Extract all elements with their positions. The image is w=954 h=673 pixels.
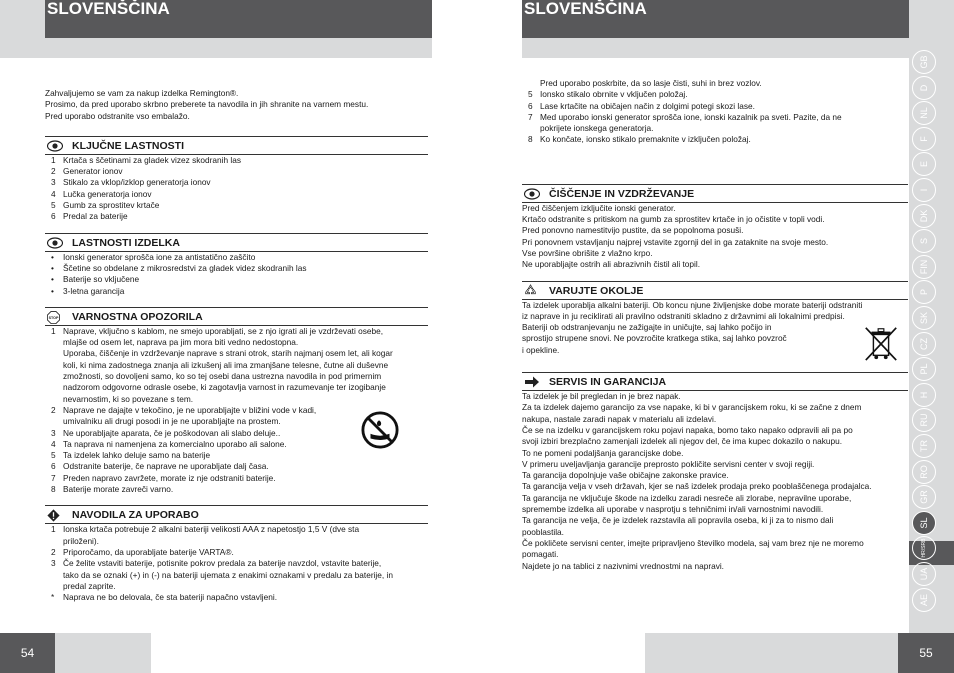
language-tab-ua[interactable]: UA: [912, 562, 936, 586]
item-text: mlajše od osem let, naprava pa jim mora biti vedno nedostopna.: [63, 337, 299, 348]
item-text: Priporočamo, da uporabljate baterije VARTA®.: [63, 546, 234, 557]
list-item: [45, 536, 428, 547]
list-item: [45, 360, 428, 371]
item-marker: 6: [528, 100, 533, 111]
item-marker: *: [51, 592, 55, 603]
list-item: [522, 123, 908, 134]
item-text: Če želite vstaviti baterije, potisnite pokrov predala za baterije navzdol, vstavite baterije,: [63, 558, 382, 569]
text-line: Krtačo odstranite s pritiskom na gumb za sprostitev krtače in jo očistite v topli vodi.: [522, 214, 825, 225]
language-tab-dk[interactable]: DK: [912, 204, 936, 228]
item-marker: 1: [51, 325, 56, 336]
language-tab-gb[interactable]: GB: [912, 50, 936, 74]
list-item: [45, 450, 428, 461]
item-text: Med uporabo ionski generator sprošča ione, ionski kazalnik pa sveti. Pazite, da ne: [540, 111, 842, 122]
svg-text:STOP: STOP: [48, 315, 59, 320]
item-marker: 5: [528, 89, 533, 100]
intro-line: Zahvaljujemo se vam za nakup izdelka Remington®.: [45, 88, 239, 98]
item-marker: 7: [51, 472, 56, 483]
list-item: [45, 394, 428, 405]
item-text: Naprave, vključno s kablom, ne smejo uporabljati, se z njo igrati ali je vzdrževati osebe,: [63, 325, 384, 336]
item-text: Naprave ne dajajte v tekočino, je ne uporabljajte v bližini vode v kadi,: [63, 404, 317, 415]
item-text: umivalniku ali drugi posodi in je ne uporabljajte na prostem.: [63, 416, 281, 427]
text-line: Če pokličete servisni center, imejte pripravljeno številko modela, saj vam brez nje ne moremo: [522, 537, 864, 548]
item-text: Naprava ne bo delovala, če sta bateriji napačno vstavljeni.: [63, 592, 278, 603]
list-item: [45, 547, 428, 558]
list-item: [522, 101, 908, 112]
text-line: Če se na izdelku v garancijskem roku pojavi napaka, bomo tako napako odpravili ali pa po: [522, 424, 853, 435]
item-marker: 6: [51, 461, 56, 472]
text-line: pomagati.: [522, 549, 559, 560]
text-line: svoji izbiri brezplačno zamenjali izdelek ali njegov del, če ima kupec dokazilo o nakupu.: [522, 436, 843, 447]
item-marker: 5: [51, 450, 56, 461]
list-item: [45, 581, 428, 592]
text-line: Pred čiščenjem izključite ionski generator.: [522, 202, 676, 213]
cleaning-heading: ČIŠČENJE IN VZDRŽEVANJE: [522, 184, 908, 201]
language-tab-hr-srb[interactable]: HR/SRB: [912, 536, 936, 560]
recycle-icon: [524, 284, 537, 297]
item-text: predal zaprite.: [63, 580, 116, 591]
language-tab-i[interactable]: I: [912, 178, 936, 202]
list-item: [522, 89, 908, 100]
item-text: priloženi).: [63, 535, 99, 546]
list-item: [45, 252, 428, 263]
right-page-number: 55: [898, 633, 954, 673]
text-line: Pred ponovno namestitvijo pustite, da se popolnoma posuši.: [522, 225, 744, 236]
item-marker: 3: [51, 558, 56, 569]
warranty-text: [522, 390, 908, 572]
item-text: Odstranite baterije, če naprave ne uporabljate dalj časa.: [63, 461, 269, 472]
text-line: i opekline.: [522, 344, 560, 355]
eye-icon: [47, 237, 63, 249]
text-line: iz naprave in ju reciklirati ali pravilno odstraniti skladno z državnimi ali lokalnimi predpisi.: [522, 310, 845, 321]
text-line: Ta izdelek uporablja alkalni bateriji. Ob koncu njune življenjske dobe morate bateriji odstraniti: [522, 299, 863, 310]
language-tab-d[interactable]: D: [912, 76, 936, 100]
language-tab-e[interactable]: E: [912, 152, 936, 176]
stop-sign-icon: [47, 311, 60, 324]
list-item: [45, 286, 428, 297]
list-item: [45, 348, 428, 359]
language-tab-ru[interactable]: RU: [912, 408, 936, 432]
item-text: Pred uporabo poskrbite, da so lasje čisti, suhi in brez vozlov.: [540, 78, 762, 88]
item-text: pokrijete ionskega generatorja.: [540, 123, 654, 134]
item-text: Krtača s ščetinami za gladek vizez skodranih las: [63, 154, 242, 165]
left-page-number: 54: [0, 633, 55, 673]
item-marker: •: [51, 285, 54, 296]
item-text: Generator ionov: [63, 166, 123, 177]
product-features-list: [45, 251, 428, 297]
instructions-list: [45, 523, 428, 603]
list-item: [522, 112, 908, 123]
text-line: Ta garancija velja v vseh državah, kjer se naš izdelek prodaja preko pooblaščenega prodajalca.: [522, 481, 872, 492]
text-line: To ne pomeni podaljšanja garancijske dobe.: [522, 447, 684, 458]
language-tab-ae[interactable]: AE: [912, 588, 936, 612]
item-text: Ščetine so obdelane z mikrosredstvi za gladek videz skodranih las: [63, 262, 307, 273]
language-tab-p[interactable]: P: [912, 280, 936, 304]
item-text: nadzorom odgovorne odrasle osebe, ki zagotavlja varnost in razumevanje ter izogibanje: [63, 382, 386, 393]
item-marker: 4: [51, 438, 56, 449]
item-marker: 2: [51, 546, 56, 557]
item-text: koli, ki nima zadostnega znanja ali izkušenj ali ima zmanjšane telesne, čutne ali duševne: [63, 359, 389, 370]
list-item: [45, 337, 428, 348]
list-item: [45, 263, 428, 274]
list-item: [522, 78, 908, 89]
environment-text: [522, 299, 908, 356]
text-line: Ta izdelek je bil pregledan in je brez napak.: [522, 391, 681, 402]
item-text: Ionsko stikalo obrnite v vključen položaj.: [540, 89, 688, 100]
list-item: [45, 326, 428, 337]
item-marker: 8: [51, 484, 56, 495]
item-text: Ko končate, ionsko stikalo premaknite v izključen položaj.: [540, 134, 751, 145]
left-page-header: SLOVENŠČINA: [45, 0, 432, 38]
item-marker: 5: [51, 200, 56, 211]
right-footer-band: [645, 633, 898, 673]
item-text: tako da se oznaki (+) in (-) na bateriji ujemata z enakimi oznakami v predalu za baterije, in: [63, 569, 393, 580]
instructions-heading: NAVODILA ZA UPORABO: [45, 505, 428, 522]
text-line: Pri ponovnem vstavljanju najprej vstavite zgornji del in ga zataknite na svoje mesto.: [522, 236, 829, 247]
list-item: [45, 211, 428, 222]
language-tab-s[interactable]: S: [912, 229, 936, 253]
language-tab-sk[interactable]: SK: [912, 306, 936, 330]
language-tab-nl[interactable]: NL: [912, 101, 936, 125]
intro-line: Pred uporabo odstranite vso embalažo.: [45, 110, 190, 121]
no-water-bath-icon: [361, 411, 399, 449]
text-line: V primeru uveljavljanja garancije preprosto pokličite servisni center v svoji regiji.: [522, 458, 815, 469]
item-marker: •: [51, 274, 54, 285]
item-marker: •: [51, 262, 54, 273]
item-marker: 6: [51, 211, 56, 222]
item-marker: 7: [528, 111, 533, 122]
intro-line: Prosimo, da pred uporabo skrbno preberete ta navodila in jih shranite na varnem mestu.: [45, 99, 369, 110]
key-features-list: [45, 154, 428, 223]
item-text: Baterije morate zavreči varno.: [63, 484, 174, 495]
text-line: Bateriji ob odstranjevanju ne zažigajte in uničujte, saj lahko počijo in: [522, 322, 772, 333]
product-features-heading: LASTNOSTI IZDELKA: [45, 233, 428, 250]
language-tab-pl[interactable]: PL: [912, 357, 936, 381]
language-tab-tr[interactable]: TR: [912, 434, 936, 458]
left-footer-band: [55, 633, 151, 673]
list-item: [45, 524, 428, 535]
right-column: [522, 78, 908, 572]
item-text: Stikalo za vklop/izklop generatorja ionov: [63, 177, 211, 188]
list-item: [45, 484, 428, 495]
item-marker: 1: [51, 154, 56, 165]
text-line: Ne uporabljajte ostrih ali abrazivnih čistil ali topil.: [522, 259, 701, 270]
item-text: Lučka generatorja ionov: [63, 188, 152, 199]
text-line: Za ta izdelek dajemo garancijo za vse napake, ki bi v garancijskem roku, ki se začne z dnem: [522, 402, 862, 413]
list-item: [45, 200, 428, 211]
text-line: Najdete jo na tablici z nazivnimi vrednostmi na napravi.: [522, 560, 724, 571]
usage-steps: [522, 78, 908, 146]
item-text: Predal za baterije: [63, 211, 128, 222]
list-item: [45, 177, 428, 188]
safety-heading: STOP VARNOSTNA OPOZORILA: [45, 307, 428, 324]
page-gutter: [432, 0, 522, 58]
item-marker: •: [51, 251, 54, 262]
item-text: Ionski generator sprošča ione za antistatično zaščito: [63, 251, 256, 262]
warranty-heading: SERVIS IN GARANCIJA: [522, 372, 908, 389]
item-text: zmožnosti, so dovoljeni samo, ko so tej osebi dana ustrezna navodila in pod primernim: [63, 371, 382, 382]
list-item: [45, 371, 428, 382]
item-text: Ne uporabljajte aparata, če je poškodovan ali slabo deluje..: [63, 427, 281, 438]
language-tab-h[interactable]: H: [912, 383, 936, 407]
item-marker: 4: [51, 188, 56, 199]
eye-icon: [47, 140, 63, 152]
language-tab-gr[interactable]: GR: [912, 485, 936, 509]
list-item: [522, 134, 908, 145]
item-marker: 2: [51, 166, 56, 177]
text-line: spremembe izdelka ali uporabe v nasprotju s tehničnimi in/ali varnostnimi navodili.: [522, 504, 824, 515]
list-item: [45, 570, 428, 581]
text-line: Ta garancija ne vključuje škode na izdelku zaradi nesreče ali zlorabe, nepravilne uporabe,: [522, 492, 852, 503]
text-line: Vse površine obrišite z vlažno krpo.: [522, 247, 653, 258]
list-item: [45, 274, 428, 285]
list-item: [45, 382, 428, 393]
item-text: Uporaba, čiščenje in vzdrževanje naprave s strani otrok, starih najmanj osem let, ali kogar: [63, 348, 393, 359]
item-marker: 2: [51, 404, 56, 415]
item-text: Ta izdelek lahko deluje samo na baterije: [63, 450, 211, 461]
text-line: nakupa, nastale zaradi napak v materialu ali izdelavi.: [522, 413, 717, 424]
language-tab-cz[interactable]: CZ: [912, 332, 936, 356]
warning-icon: [47, 509, 60, 522]
text-line: Ta garancija dopolnjuje vaše običajne zakonske pravice.: [522, 470, 729, 481]
list-item: [45, 166, 428, 177]
crossed-bin-icon: [862, 324, 900, 362]
item-text: Baterije so vključene: [63, 274, 140, 285]
right-page-header: SLOVENŠČINA: [522, 0, 909, 38]
item-text: Gumb za sprostitev krtače: [63, 200, 160, 211]
item-text: Ta naprava ni namenjena za komercialno uporabo ali salone.: [63, 438, 287, 449]
list-item: [45, 155, 428, 166]
item-text: 3-letna garancija: [63, 285, 125, 296]
list-item: [45, 473, 428, 484]
item-marker: 3: [51, 177, 56, 188]
list-item: [45, 558, 428, 569]
cleaning-text: [522, 202, 908, 271]
item-marker: 8: [528, 134, 533, 145]
list-item: [45, 461, 428, 472]
arrow-right-icon: [524, 376, 540, 388]
language-tab-fin[interactable]: FIN: [912, 255, 936, 279]
key-features-heading: KLJUČNE LASTNOSTI: [45, 136, 428, 153]
eye-icon: [524, 188, 540, 200]
item-marker: 1: [51, 524, 56, 535]
left-column: [45, 88, 428, 603]
text-line: Ta garancija ne velja, če je izdelek razstavila ali popravila oseba, ki ji za to nismo dali: [522, 515, 834, 526]
item-text: Ionska krtača potrebuje 2 alkalni bateriji velikosti AAA z napetostjo 1,5 V (dve sta: [63, 524, 360, 535]
item-text: Preden napravo zavržete, morate iz nje odstraniti baterije.: [63, 472, 276, 483]
language-tab-f[interactable]: F: [912, 127, 936, 151]
environment-heading: VARUJTE OKOLJE: [522, 281, 908, 298]
text-line: sprostijo strupene snovi. Ne povzročite kratkega stika, saj lahko povzroč: [522, 333, 787, 344]
item-marker: 3: [51, 427, 56, 438]
list-item: [45, 189, 428, 200]
language-tab-ro[interactable]: RO: [912, 460, 936, 484]
language-tab-sl[interactable]: SL: [912, 511, 936, 535]
item-text: nevarnostim, ki so povezane s tem.: [63, 393, 194, 404]
list-item: [45, 592, 428, 603]
item-text: Lase krtačite na običajen način z dolgimi potegi skozi lase.: [540, 100, 755, 111]
text-line: pooblastila.: [522, 526, 564, 537]
